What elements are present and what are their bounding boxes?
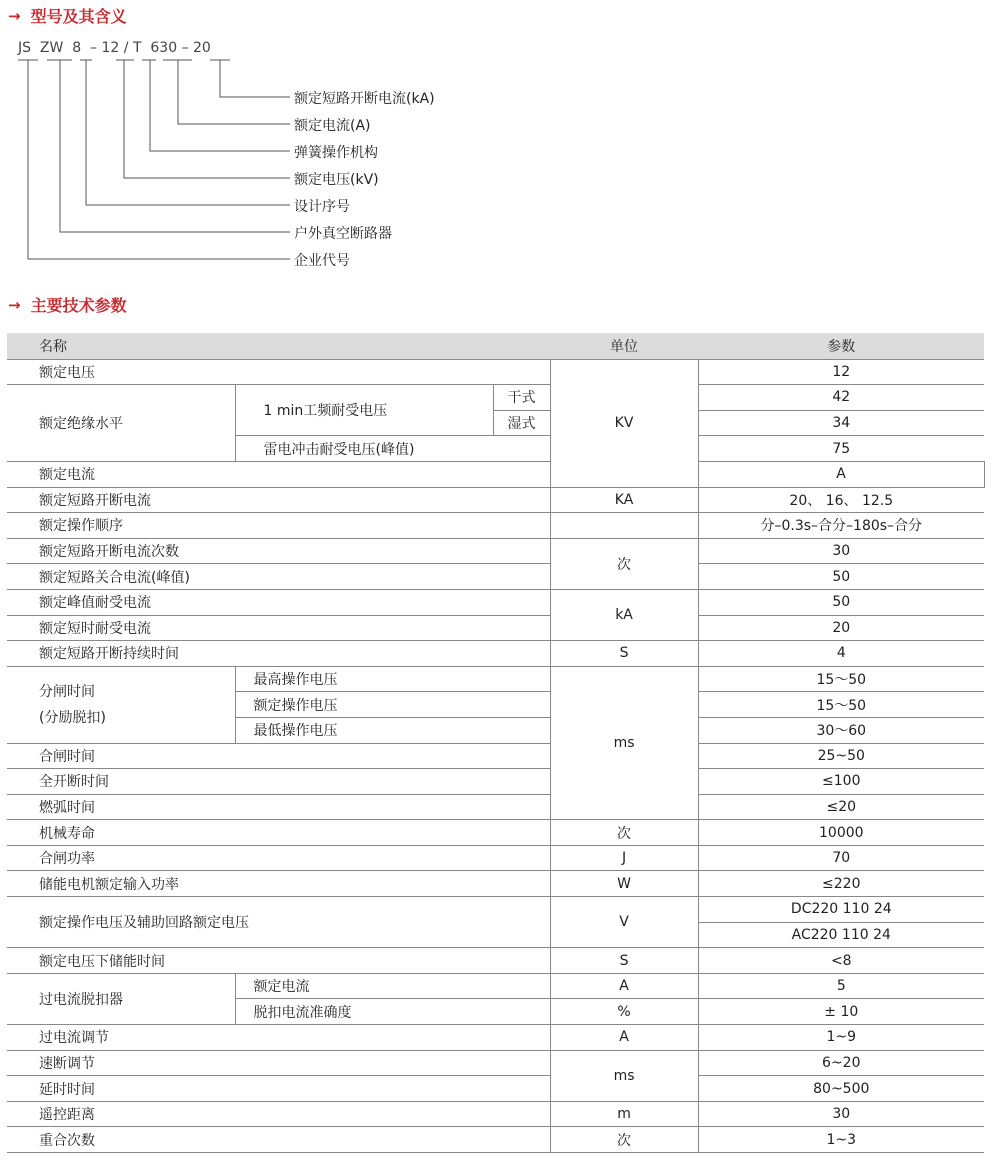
row-value: 15～50 [698,666,984,692]
table-row [7,564,984,590]
row-unit: W [550,871,698,897]
row-unit: A [550,973,698,999]
row-subname: 额定电流 [235,973,550,999]
row-name: 额定短时耐受电流 [7,615,550,641]
row-subname: 1 min工频耐受电压 [235,385,493,436]
model-code-legend-lines [0,0,300,270]
row-value: 75 [698,436,984,462]
table-row [7,948,984,974]
row-unit: KA [550,487,698,513]
row-value: ± 10 [698,999,984,1025]
row-name: 额定短路开断电流次数 [7,538,550,564]
row-name: 速断调节 [7,1050,550,1076]
row-value: AC220 110 24 [698,922,984,948]
table-row [7,1025,984,1051]
row-name: 合闸功率 [7,845,550,871]
row-unit: KV [550,359,698,487]
arrow-right-icon: → [8,295,21,314]
row-name: 机械寿命 [7,820,550,846]
row-value: ≤20 [698,794,984,820]
row-name [7,666,235,743]
row-value: 1~3 [698,1127,984,1153]
table-row [7,385,984,411]
row-value: 80~500 [698,1076,984,1102]
table-row [7,513,984,539]
row-unit: ms [550,666,698,820]
row-value: 5 [698,973,984,999]
table-row [7,1127,984,1153]
row-unit: V [550,897,698,948]
row-name: 燃弧时间 [7,794,550,820]
table-row [7,666,984,692]
section-title-text: 主要技术参数 [30,296,127,315]
row-value: 12 [698,359,984,385]
row-subname: 雷电冲击耐受电压(峰值) [235,436,550,462]
params-table [7,333,984,1153]
row-value: 30～60 [698,717,984,743]
row-unit [550,513,698,539]
row-name: 额定电流 [7,461,550,487]
row-value: 6~20 [698,1050,984,1076]
row-value: 70 [698,845,984,871]
row-subname: 脱扣电流准确度 [235,999,550,1025]
legend-rated-current: 额定电流(A) [294,118,371,134]
table-row [7,461,984,487]
row-unit: 次 [550,820,698,846]
table-row [7,487,984,513]
row-value: 10000 [698,820,984,846]
row-value: 30 [698,1101,984,1127]
table-row [7,538,984,564]
row-wet: 湿式 [493,410,550,436]
row-unit: A [698,461,984,487]
table-row [7,1050,984,1076]
legend-company-code: 企业代号 [294,253,350,269]
row-value: ≤100 [698,769,984,795]
model-code: JS ZW 8 – 12 / T 630 – 20 [18,40,211,56]
row-unit: ms [550,1050,698,1101]
row-unit: 次 [550,1127,698,1153]
section-title-text: 型号及其含义 [30,7,127,26]
row-subname: 额定操作电压 [235,692,550,718]
table-row [7,641,984,667]
section-title-params [8,293,127,316]
row-name: 额定短路开断持续时间 [7,641,550,667]
row-unit: m [550,1101,698,1127]
row-value: 20、 16、 12.5 [698,487,984,513]
table-row [7,871,984,897]
row-name: 过电流调节 [7,1025,550,1051]
row-value: 34 [698,410,984,436]
row-name: 过电流脱扣器 [7,973,235,1024]
row-value: ≤220 [698,871,984,897]
row-subname: 最低操作电压 [235,717,550,743]
row-name: 延时时间 [7,1076,550,1102]
row-name: 合闸时间 [7,743,550,769]
table-row [7,743,984,769]
table-row [7,769,984,795]
row-value: 25~50 [698,743,984,769]
row-name: 储能电机额定输入功率 [7,871,550,897]
row-name: 额定操作顺序 [7,513,550,539]
row-dry: 干式 [493,385,550,411]
row-name-line1: 分闸时间 [39,683,95,700]
row-unit: kA [550,589,698,640]
row-subname: 最高操作电压 [235,666,550,692]
row-unit: A [550,1025,698,1051]
row-value: 30 [698,538,984,564]
row-value: 1~9 [698,1025,984,1051]
row-name: 重合次数 [7,1127,550,1153]
row-value: 50 [698,564,984,590]
table-row [7,845,984,871]
row-value: 分–0.3s–合分–180s–合分 [698,513,984,539]
row-unit: % [550,999,698,1025]
table-header [7,334,984,360]
table-row [7,1076,984,1102]
row-unit: S [550,641,698,667]
row-name: 额定短路关合电流(峰值) [7,564,550,590]
table-row [7,1101,984,1127]
legend-outdoor-vacuum-breaker: 户外真空断路器 [294,226,392,242]
table-row [7,973,984,999]
row-unit: J [550,845,698,871]
row-name: 额定电压下储能时间 [7,948,550,974]
arrow-right-icon: → [8,6,21,25]
legend-breaking-current: 额定短路开断电流(kA) [294,91,435,107]
row-name-line2: (分励脱扣) [39,709,106,726]
row-name: 额定操作电压及辅助回路额定电压 [7,897,550,948]
row-name: 全开断时间 [7,769,550,795]
table-row [7,615,984,641]
row-value: 50 [698,589,984,615]
header-unit: 单位 [550,334,698,360]
table-row [7,359,984,385]
header-name: 名称 [7,334,550,360]
row-value: 4 [698,641,984,667]
row-name: 额定绝缘水平 [7,385,235,462]
legend-spring-mechanism: 弹簧操作机构 [294,145,378,161]
row-name: 额定电压 [7,359,550,385]
table-row [7,820,984,846]
row-value: 15～50 [698,692,984,718]
row-value: 42 [698,385,984,411]
row-name: 额定短路开断电流 [7,487,550,513]
table-row [7,794,984,820]
table-row [7,897,984,923]
legend-rated-voltage: 额定电压(kV) [294,172,379,188]
row-value: DC220 110 24 [698,897,984,923]
table-row [7,589,984,615]
row-value: <8 [698,948,984,974]
row-name: 遥控距离 [7,1101,550,1127]
row-unit: 次 [550,538,698,589]
legend-design-number: 设计序号 [294,199,350,215]
row-unit: S [550,948,698,974]
header-value: 参数 [698,334,984,360]
row-name: 额定峰值耐受电流 [7,589,550,615]
row-value: 20 [698,615,984,641]
